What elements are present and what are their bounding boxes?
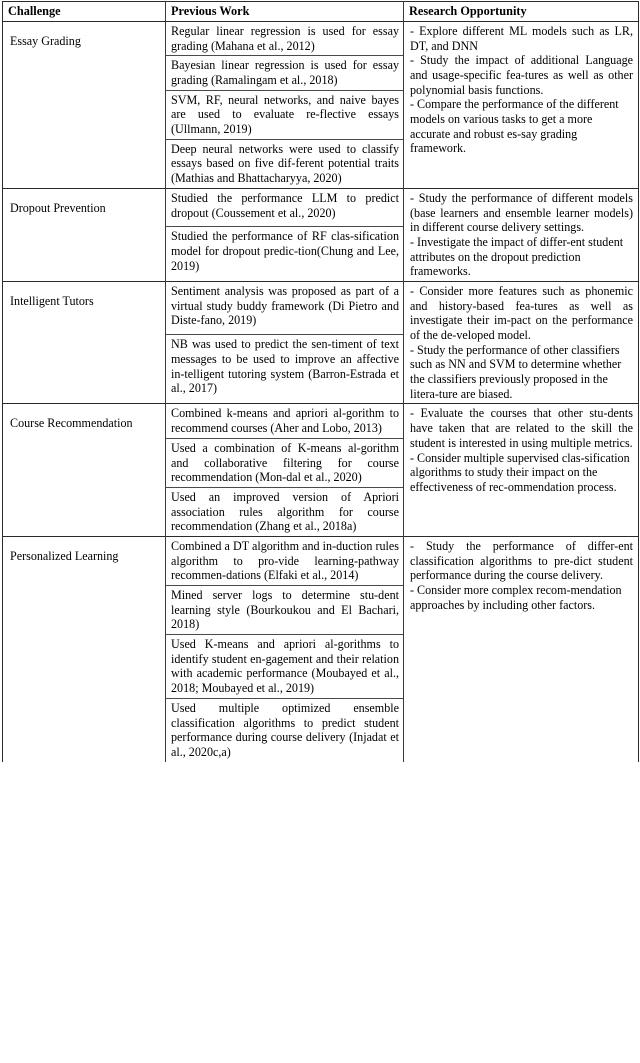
previous-work-entry: NB was used to predict the sen-timent of text messages to be used to improve an affective in-telligent tutoring system (Barron-Estrada et al., 2017) bbox=[171, 337, 399, 396]
previous-work-entry: Combined k-means and apriori al-gorithm to recommend courses (Aher and Lobo, 2013) bbox=[171, 406, 399, 436]
cell-previous-work bbox=[166, 56, 404, 90]
cell-previous-work bbox=[166, 438, 404, 487]
challenge-label: Course Recommendation bbox=[10, 416, 133, 431]
cell-research-opportunity bbox=[404, 281, 639, 404]
research-opportunity-item: - Evaluate the courses that other stu-dents have taken that are related to the skill the student is interested in using multiple metrics. bbox=[410, 406, 633, 450]
table-header bbox=[3, 2, 639, 22]
cell-research-opportunity bbox=[404, 536, 639, 761]
cell-previous-work bbox=[166, 227, 404, 282]
cell-previous-work bbox=[166, 635, 404, 699]
challenge-label: Personalized Learning bbox=[10, 548, 119, 563]
cell-previous-work bbox=[166, 90, 404, 139]
table-row bbox=[3, 21, 639, 55]
column-header-previous-work: Previous Work bbox=[166, 2, 404, 22]
research-opportunity-item: - Study the performance of different models (base learners and ensemble learner models) in different course delivery settings. bbox=[410, 190, 633, 235]
table-row bbox=[3, 536, 639, 585]
research-opportunity-item: - Study the performance of differ-ent classification algorithms to pre-dict student performance during the course delivery. bbox=[410, 538, 633, 583]
table-row bbox=[3, 404, 639, 438]
cell-challenge-3 bbox=[3, 281, 166, 404]
previous-work-entry: Used multiple optimized ensemble classification algorithms to predict student performance during course delivery (Injadat et al., 2020c,a) bbox=[171, 700, 399, 759]
cell-previous-work bbox=[166, 139, 404, 188]
cell-challenge-1 bbox=[3, 21, 166, 188]
cell-previous-work bbox=[166, 586, 404, 635]
cell-research-opportunity bbox=[404, 188, 639, 281]
cell-previous-work bbox=[166, 536, 404, 585]
table-row bbox=[3, 188, 639, 226]
cell-previous-work bbox=[166, 281, 404, 334]
challenge-label: Dropout Prevention bbox=[10, 200, 106, 215]
research-opportunity-item: - Compare the performance of the different models on various tasks to get a more accurate and robust es-say grading framework. bbox=[410, 97, 619, 156]
research-opportunity-item: - Consider more complex recom-mendation approaches by including other factors. bbox=[410, 583, 622, 612]
challenge-label: Intelligent Tutors bbox=[10, 293, 94, 308]
previous-work-entry: Regular linear regression is used for essay grading (Mahana et al., 2012) bbox=[171, 23, 399, 53]
previous-work-entry: Used K-means and apriori al-gorithms to identify student en-gagement and their relation with academic performance (Moubayed et al., 2018; Moubayed et al., 2019) bbox=[171, 637, 399, 696]
research-opportunity-item: - Study the performance of other classifiers such as NN and SVM to determine whether the classifiers previously proposed in the litera-ture are biased. bbox=[410, 342, 622, 401]
column-header-research-opportunity: Research Opportunity bbox=[404, 2, 639, 22]
cell-challenge-5 bbox=[3, 536, 166, 761]
column-header-challenge: Challenge bbox=[3, 2, 166, 22]
cell-previous-work bbox=[166, 404, 404, 438]
previous-work-entry: SVM, RF, neural networks, and naive bayes are used to evaluate re-flective essays (Ullmann, 2019) bbox=[171, 92, 399, 137]
previous-work-entry: Used an improved version of Apriori association rules algorithm for course recommendation (Zhang et al., 2018a) bbox=[171, 489, 399, 534]
table-row bbox=[3, 281, 639, 334]
research-opportunity-item: - Explore different ML models such as LR, DT, and DNN bbox=[410, 23, 633, 53]
cell-previous-work bbox=[166, 21, 404, 55]
research-opportunity-item: - Study the impact of additional Language and usage-specific fea-tures as well as other polynomial basis functions. bbox=[410, 53, 633, 97]
research-opportunity-item: - Consider more features such as phonemic and history-based fea-tures as well as investigate their im-pact on the performance of the de-veloped model. bbox=[410, 283, 633, 342]
header-row bbox=[3, 2, 639, 22]
previous-work-entry: Mined server logs to determine stu-dent learning style (Bourkoukou and El Bachari, 2018) bbox=[171, 588, 399, 632]
research-opportunity-item: - Consider multiple supervised clas-sification algorithms to study their impact on the effectiveness of rec-ommendation process. bbox=[410, 450, 630, 494]
cell-previous-work bbox=[166, 335, 404, 404]
previous-work-entry: Combined a DT algorithm and in-duction rules algorithm to pro-vide learning-pathway recommen-dations (Elfaki et al., 2014) bbox=[171, 538, 399, 583]
previous-work-entry: Sentiment analysis was proposed as part of a virtual study buddy framework (Di Pietro and Diste-fano, 2019) bbox=[171, 283, 399, 328]
previous-work-entry: Studied the performance of RF clas-sification model for dropout predic-tion(Chung and Lee, 2019) bbox=[171, 229, 399, 273]
cell-research-opportunity bbox=[404, 21, 639, 188]
cell-previous-work bbox=[166, 188, 404, 226]
research-opportunity-item: - Investigate the impact of differ-ent student attributes on the dropout prediction frameworks. bbox=[410, 234, 624, 279]
cell-challenge-2 bbox=[3, 188, 166, 281]
previous-work-entry: Studied the performance LLM to predict dropout (Coussement et al., 2020) bbox=[171, 190, 399, 220]
challenge-label: Essay Grading bbox=[10, 33, 81, 48]
table-body bbox=[3, 21, 639, 761]
research-challenges-table bbox=[2, 1, 639, 762]
cell-previous-work bbox=[166, 487, 404, 536]
previous-work-entry: Deep neural networks were used to classify essays based on five dif-ferent potential traits (Mathias and Bhattacharyya, 2020) bbox=[171, 141, 399, 186]
previous-work-entry: Used a combination of K-means al-gorithm and collaborative filtering for course recommendation (Mon-dal et al., 2020) bbox=[171, 440, 399, 485]
previous-work-entry: Bayesian linear regression is used for essay grading (Ramalingam et al., 2018) bbox=[171, 58, 399, 87]
cell-research-opportunity bbox=[404, 404, 639, 537]
cell-previous-work bbox=[166, 698, 404, 761]
cell-challenge-4 bbox=[3, 404, 166, 537]
